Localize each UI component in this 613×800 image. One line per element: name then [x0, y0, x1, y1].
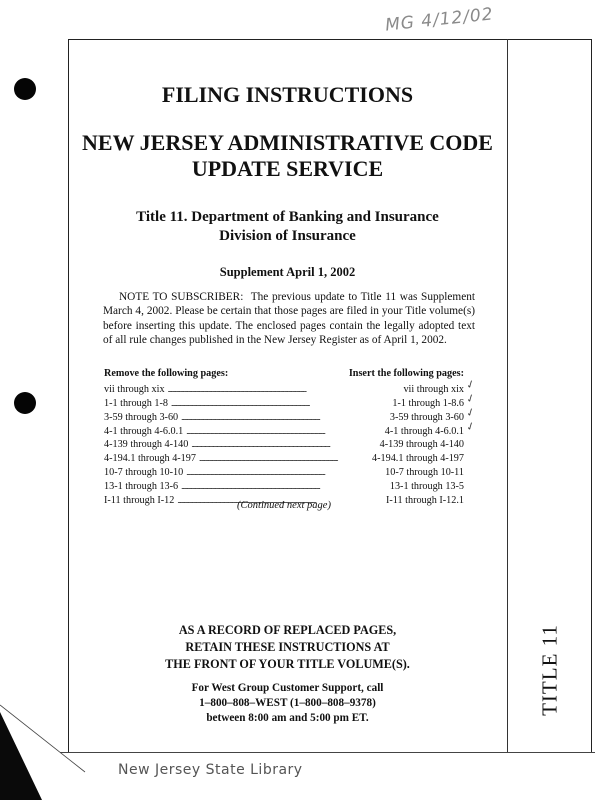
dot-leader: [191, 439, 376, 450]
service-title-line2: UPDATE SERVICE: [191, 156, 384, 181]
support-phone: 1–800–808–WEST (1–800–808–9378): [199, 697, 376, 709]
pages-table-header: [104, 368, 464, 381]
remove-header: Remove the following pages:: [104, 368, 229, 379]
table-row: [104, 395, 464, 409]
spine-tab-divider: [507, 39, 508, 753]
insert-pages: I-11 through I-12.1: [386, 495, 464, 507]
table-row: [104, 409, 464, 423]
table-row: [104, 423, 464, 437]
division-line: Division of Insurance: [219, 228, 356, 244]
insert-pages: 1-1 through 1-8.6: [392, 397, 464, 409]
check-mark-icon: ✓: [464, 390, 478, 407]
remove-pages: vii through xix: [104, 383, 165, 395]
insert-header: Insert the following pages:: [348, 368, 464, 379]
table-row: [104, 478, 464, 492]
retain-notice: [68, 622, 507, 673]
remove-pages: 4-1 through 4-6.0.1: [104, 425, 184, 437]
service-title: [68, 130, 507, 182]
supplement-date: Supplement April 1, 2002: [219, 265, 356, 279]
spine-label-text: TITLE 11: [537, 624, 562, 716]
retain-line3: THE FRONT OF YOUR TITLE VOLUME(S).: [165, 657, 410, 671]
scan-corner-artifact: [0, 700, 90, 800]
check-mark-icon: ✓: [464, 376, 478, 393]
subscriber-note: [103, 290, 475, 348]
dot-leader: [181, 412, 387, 423]
dot-leader: [186, 467, 382, 478]
support-line1: For West Group Customer Support, call: [191, 682, 384, 694]
pages-table: [104, 368, 464, 506]
table-row: [104, 437, 464, 451]
library-stamp: New Jersey State Library: [118, 762, 303, 778]
remove-pages: 10-7 through 10-10: [104, 467, 184, 479]
note-text: The previous update to Title 11 was Supplement March 4, 2002. Please be certain that those pages are filed in your Title volume(s) before inserting this update. The enclosed pages contain the legally adopted text of all rule changes published in the New Jersey Register as of April 1, 2002.: [103, 291, 476, 347]
customer-support: [68, 681, 507, 726]
insert-pages: 13-1 through 13-5: [389, 481, 464, 493]
binder-hole-top: [14, 78, 36, 100]
insert-pages: 4-194.1 through 4-197: [372, 453, 464, 465]
continued-note: (Continued next page): [237, 500, 331, 511]
title-block: [68, 208, 507, 246]
retain-line1: AS A RECORD OF REPLACED PAGES,: [178, 623, 397, 637]
insert-pages: 3-59 through 3-60: [389, 411, 464, 423]
check-mark-icon: ✓: [464, 404, 478, 420]
dot-leader: [181, 481, 387, 492]
remove-pages: 3-59 through 3-60: [104, 411, 179, 423]
remove-pages: 13-1 through 13-6: [104, 481, 179, 493]
service-title-line1: NEW JERSEY ADMINISTRATIVE CODE: [82, 130, 493, 155]
binder-hole-middle: [14, 392, 36, 414]
table-row: [104, 464, 464, 478]
dot-leader: [168, 384, 401, 395]
spine-label: [510, 620, 590, 720]
bottom-rule: [60, 752, 595, 753]
insert-pages: vii through xix: [403, 383, 464, 395]
insert-pages: 4-1 through 4-6.0.1: [384, 425, 464, 437]
insert-pages: 4-139 through 4-140: [379, 439, 464, 451]
remove-pages: 4-139 through 4-140: [104, 439, 189, 451]
dot-leader: [199, 453, 369, 464]
pages-table-rows: [104, 381, 464, 506]
retain-line2: RETAIN THESE INSTRUCTIONS AT: [185, 640, 390, 654]
check-mark-icon: ✓: [464, 418, 478, 434]
table-row: [104, 450, 464, 464]
remove-pages: 4-194.1 through 4-197: [104, 453, 196, 465]
insert-pages: 10-7 through 10-11: [385, 467, 464, 479]
table-row: [104, 381, 464, 395]
note-label: NOTE TO SUBSCRIBER:: [119, 291, 244, 303]
dot-leader: [171, 398, 389, 409]
remove-pages: I-11 through I-12: [104, 495, 175, 507]
support-hours: between 8:00 am and 5:00 pm ET.: [206, 712, 369, 724]
title-line: Title 11. Department of Banking and Insurance: [136, 209, 439, 225]
dot-leader: [186, 426, 382, 437]
handwritten-note: MG 4/12/02: [384, 4, 495, 36]
page-heading: FILING INSTRUCTIONS: [161, 82, 414, 107]
remove-pages: 1-1 through 1-8: [104, 397, 168, 409]
